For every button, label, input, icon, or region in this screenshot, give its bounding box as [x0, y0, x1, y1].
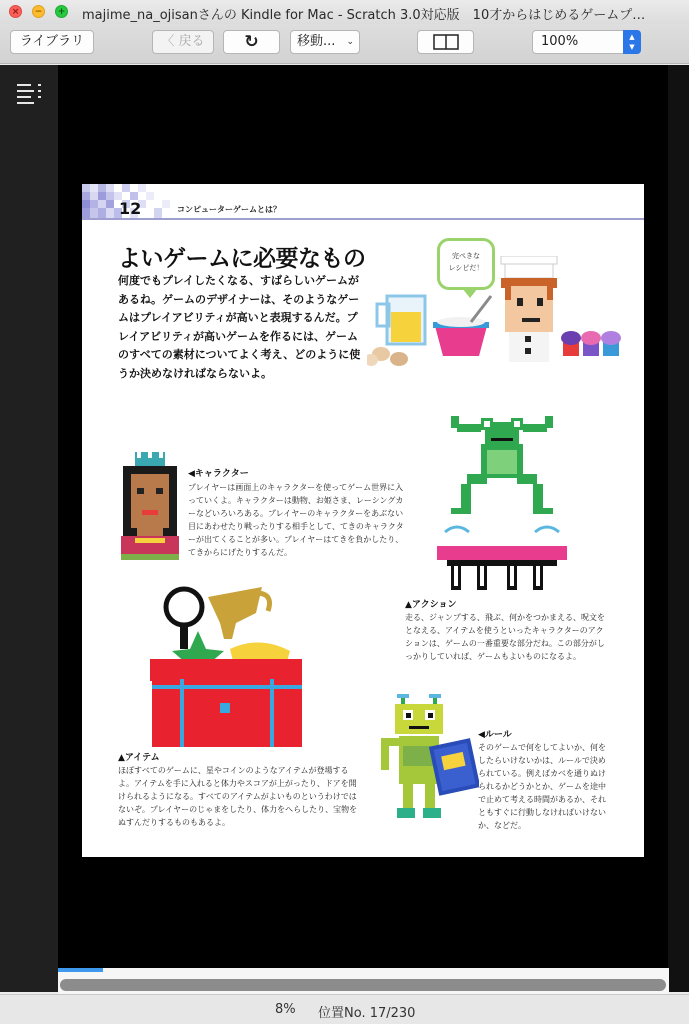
sync-button[interactable]	[223, 30, 280, 54]
book-page	[82, 184, 644, 857]
zoom-select[interactable]	[532, 30, 641, 54]
character-body: プレイヤーは画面上のキャラクターを使ってゲーム世界に入っていくよ。キャラクターは動物、お姫さま、レーシングカーなどいろいろある。プレイヤーのキャラクターをあぶない目にあわせたり戦ったりする相手として、てきのキャラクターが出てくることが多い。プレイヤーはてきを負かしたり、てきからにげたりするんだ。	[188, 483, 404, 557]
kitchen-illustration	[367, 256, 627, 366]
right-gutter	[668, 65, 689, 992]
action-body: 走る、ジャンプする、飛ぶ、何かをつかまえる、呪文をとなえる、アイテムを使うといったキャラクターのアクションは、ゲームの一番重要な部分だね。この部分がしっかりしていれば、ゲームもよいものになるよ。	[405, 613, 605, 661]
item-heading: ▲アイテム	[118, 753, 160, 763]
chapter-title: コンピューターゲームとは？	[177, 205, 281, 214]
back-button[interactable]: 〈 戻る	[152, 30, 214, 54]
action-heading: ▲アクション	[405, 600, 457, 610]
frog-illustration	[437, 414, 567, 594]
zoom-value: 100%	[541, 34, 579, 49]
horizontal-scrollbar[interactable]	[60, 979, 666, 991]
library-button[interactable]: ライブラリ	[10, 30, 94, 54]
intro-text: 何度でもプレイしたくなる、すばらしいゲームがあるね。ゲームのデザイナーは、そのようなゲームはプレイアビリティが高いと表現するんだ。プレイアビリティが高いゲームを作るには、ゲームのすべての素材についてよく考え、どのように使うか決めなければならないよ。	[118, 274, 361, 380]
two-column-icon	[433, 34, 459, 50]
progress-percent: 8%	[275, 1002, 296, 1017]
rule-heading: ◀ルール	[478, 730, 512, 740]
reading-progress-bar	[58, 968, 103, 972]
window-title: majime_na_ojisanさんの Kindle for Mac - Scratch 3.0対応版 10才からはじめるゲームプ…	[82, 8, 646, 23]
minimize-button[interactable]: −	[32, 5, 45, 18]
table-of-contents-icon[interactable]	[17, 84, 41, 104]
close-button[interactable]: ×	[9, 5, 22, 18]
robot-illustration	[379, 694, 479, 824]
status-bar	[0, 994, 689, 1024]
princess-illustration	[115, 452, 185, 562]
left-sidebar	[0, 65, 58, 992]
rule-body: そのゲームで何をしてよいか、何をしたらいけないかは、ルールで決められている。例えばカベを通りぬけられるかどうかとか、ゲームを途中で止めて考える時間があるか、それともすぐに行動しなければいけないか、などだ。	[478, 743, 606, 830]
maximize-button[interactable]: +	[55, 5, 68, 18]
page-number: 12	[119, 199, 142, 218]
title-bar	[0, 0, 689, 24]
chevron-down-icon: ⌄	[346, 37, 354, 47]
item-body: ほぼすべてのゲームに、星やコインのようなアイテムが登場するよ。アイテムを手に入れると体力やスコアが上がったり、ドアを開けられるようになる。すべてのアイテムがよいものというわけではないぞ。プレイヤーのじゃまをしたり、体力をへらしたり、宝物をぬすんだりするものもあるよ。	[118, 766, 358, 827]
goto-dropdown[interactable]	[290, 30, 360, 54]
sync-icon: ↻	[244, 32, 259, 52]
goto-label: 移動...	[297, 34, 336, 49]
header-divider	[82, 218, 644, 220]
location-indicator: 位置No. 17/230	[318, 1006, 416, 1021]
toolbar	[0, 24, 689, 64]
zoom-stepper-icon[interactable]: ▲ ▼	[623, 30, 641, 54]
page-layout-button[interactable]	[417, 30, 474, 54]
page-title: よいゲームに必要なもの	[118, 246, 366, 272]
treasure-chest-illustration	[150, 579, 320, 749]
speech-bubble-text: 完ぺきな レシピだ！	[448, 252, 484, 272]
character-heading: ◀キャラクター	[188, 469, 249, 479]
